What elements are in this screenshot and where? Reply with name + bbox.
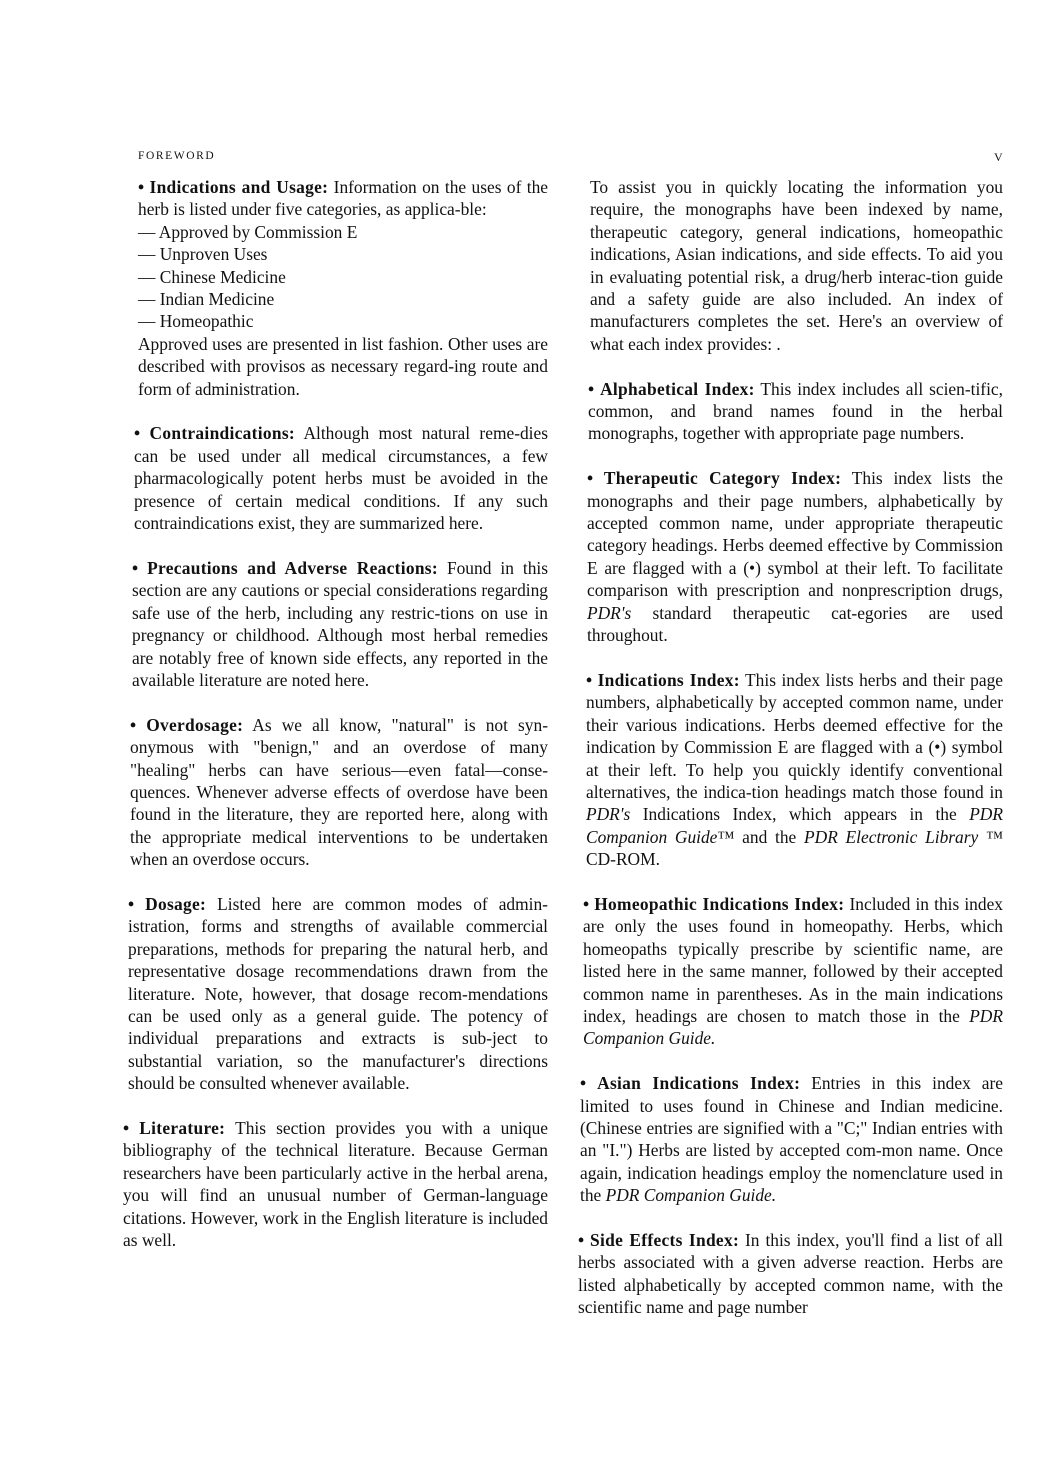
page-number: V — [994, 150, 1003, 164]
section-indications-index — [583, 669, 1003, 871]
bullet-icon: • — [130, 714, 137, 735]
section-alphabetical-index — [583, 378, 1003, 445]
section-heading: Precautions and Adverse Reactions: — [147, 557, 438, 578]
section-text: Although most natural reme-dies can be used under all medical circumstances, a few pharmacologically potent herbs must be avoided in the presence of certain medical conditions. If any such contraindications exist, they are summarized here. — [134, 423, 548, 534]
section-heading: Indications and Usage: — [149, 177, 329, 197]
right-column — [578, 176, 1004, 1341]
bullet-icon: • — [580, 1073, 587, 1094]
section-heading: Side Effects Index: — [590, 1230, 740, 1250]
section-therapeutic-category-index — [583, 467, 1003, 646]
list-item: — Unproven Uses — [138, 244, 268, 265]
section-text: As we all know, "natural" is not syn-onymous with "benign," and an overdose of many "healing" herbs can have serious—even fatal—conse-quences. Whenever adverse effects of overdose have been found in the literature, they are reported here, along with the appropriate medical interventions to be undertaken when an overdose occurs. — [130, 714, 548, 870]
bullet-icon: • — [588, 378, 595, 399]
italic-text: PDR Companion Guide. — [605, 1185, 777, 1206]
section-indications-and-usage — [128, 176, 548, 400]
bullet-icon: • — [123, 1117, 130, 1138]
section-contraindications — [128, 422, 548, 534]
section-text: Indications Index, which appears in the — [630, 804, 970, 825]
section-text: Included in this index are only the uses found in homeopathy. Herbs, which homeopaths typically prescribe by scientific name, are listed here in the same manner, followed by their accepted common name in parentheses. As in the main indications index, headings are chosen to match those in the — [583, 893, 1003, 1026]
section-text: This index lists the monographs and their page numbers, alphabetically by accepted common name, under appropriate therapeutic category headings. Herbs deemed effective by Commission E are flagged with a (•) symbol at their left. To facilitate comparison with prescription and nonprescription drugs, — [587, 468, 1003, 601]
section-heading: Overdosage: — [146, 714, 244, 735]
list-item: — Homeopathic — [138, 311, 254, 332]
section-dosage — [128, 893, 548, 1095]
list-item: — Indian Medicine — [138, 289, 275, 310]
bullet-icon: • — [587, 468, 594, 489]
section-text: Information on the uses of the herb is listed under five categories, as applica-ble: — [138, 177, 548, 220]
section-heading: Contraindications: — [149, 423, 296, 444]
section-text: standard therapeutic cat-egories are used throughout. — [587, 602, 1003, 646]
section-literature — [123, 1117, 548, 1251]
section-precautions — [128, 557, 548, 691]
section-overdosage — [128, 714, 548, 871]
section-text: In this index, you'll find a list of all herbs associated with a given adverse reaction. Herbs are listed alphabetically by accepted common name, with the scientific name and page number — [578, 1230, 1003, 1318]
section-side-effects-index — [578, 1229, 1003, 1319]
section-heading: Indications Index: — [597, 669, 740, 690]
bullet-icon: • — [134, 423, 141, 444]
list-item: — Approved by Commission E — [138, 221, 358, 242]
section-heading: Therapeutic Category Index: — [603, 468, 842, 489]
section-text: Listed here are common modes of admin-istration, forms and strengths of available commercial preparations, methods for preparing the natural herb, and representative dosage recommendations drawn from the literature. Note, however, that dosage recom-mendations can be used only as a general guide. The potency of individual preparations and extracts is sub-ject to substantial variation, so the manufacturer's directions should be consulted whenever available. — [128, 893, 548, 1094]
section-text: ™ and the — [717, 826, 805, 847]
indications-after-text: Approved uses are presented in list fashion. Other uses are described with provisos as necessary regard-ing route and form of administration. — [138, 333, 548, 399]
section-homeopathic-indications-index — [583, 893, 1003, 1050]
bullet-icon: • — [578, 1230, 585, 1250]
intro-paragraph: To assist you in quickly locating the information you require, the monographs have been indexed by name, therapeutic category, general indications, homeopathic indications, Asian indications, and side effects. To aid you in evaluating potential risk, a drug/herb interac-tion guide and a safety guide are also included. An index of manufacturers completes the set. Here's an overview of what each index provides: . — [590, 177, 1003, 354]
section-text: Entries in this index are limited to uses found in Chinese and Indian medicine. (Chinese entries are signified with a "C;" Indian entries with an "I.") Herbs are listed by accepted com-mon name. Once again, indication headings employ the nomenclature used in the — [580, 1073, 1003, 1206]
italic-text: PDR's — [586, 804, 631, 825]
bullet-icon: • — [128, 893, 135, 914]
list-item: — Chinese Medicine — [138, 266, 286, 287]
bullet-icon: • — [138, 177, 145, 197]
bullet-icon: • — [583, 893, 590, 914]
section-asian-indications-index — [580, 1072, 1003, 1206]
section-text: This section provides you with a unique bibliography of the technical literature. Because German researchers have been particularly active in the herbal arena, you will find an unusual number of German-language citations. However, work in the English literature is included as well. — [123, 1117, 548, 1251]
section-heading: Homeopathic Indications Index: — [594, 893, 845, 914]
section-text: This index includes all scien-tific, common, and brand names found in the herbal monographs, together with appropriate page numbers. — [588, 378, 1003, 444]
section-text: This index lists herbs and their page numbers, alphabetically by accepted common name, under their various indications. Herbs deemed effective for the indication by Commission E are flagged with a (•) symbol at their left. To help you quickly identify conventional alternatives, the indica-tion headings match those found in — [586, 669, 1003, 802]
section-heading: Asian Indications Index: — [597, 1073, 801, 1094]
section-heading: Alphabetical Index: — [600, 378, 755, 399]
indications-paragraph — [138, 176, 548, 221]
italic-text: PDR Companion Guide. — [583, 1005, 1003, 1049]
section-text: ™ CD-ROM. — [586, 826, 1004, 870]
italic-text: PDR Electronic Library — [804, 826, 979, 847]
section-text: Found in this section are any cautions or special considerations regarding safe use of the herb, including any restric-tions on use in pregnancy or childhood. Although most herbal remedies are notably free of known side effects, any reported in the available literature are noted here. — [132, 557, 548, 690]
left-column — [123, 176, 548, 1274]
italic-text: PDR Companion Guide — [586, 804, 1003, 847]
italic-text: PDR's — [587, 602, 632, 623]
bullet-icon: • — [586, 669, 593, 690]
bullet-icon: • — [132, 557, 139, 578]
running-head-left: FOREWORD — [138, 150, 216, 162]
section-heading: Literature: — [139, 1117, 226, 1138]
section-heading: Dosage: — [145, 893, 207, 914]
